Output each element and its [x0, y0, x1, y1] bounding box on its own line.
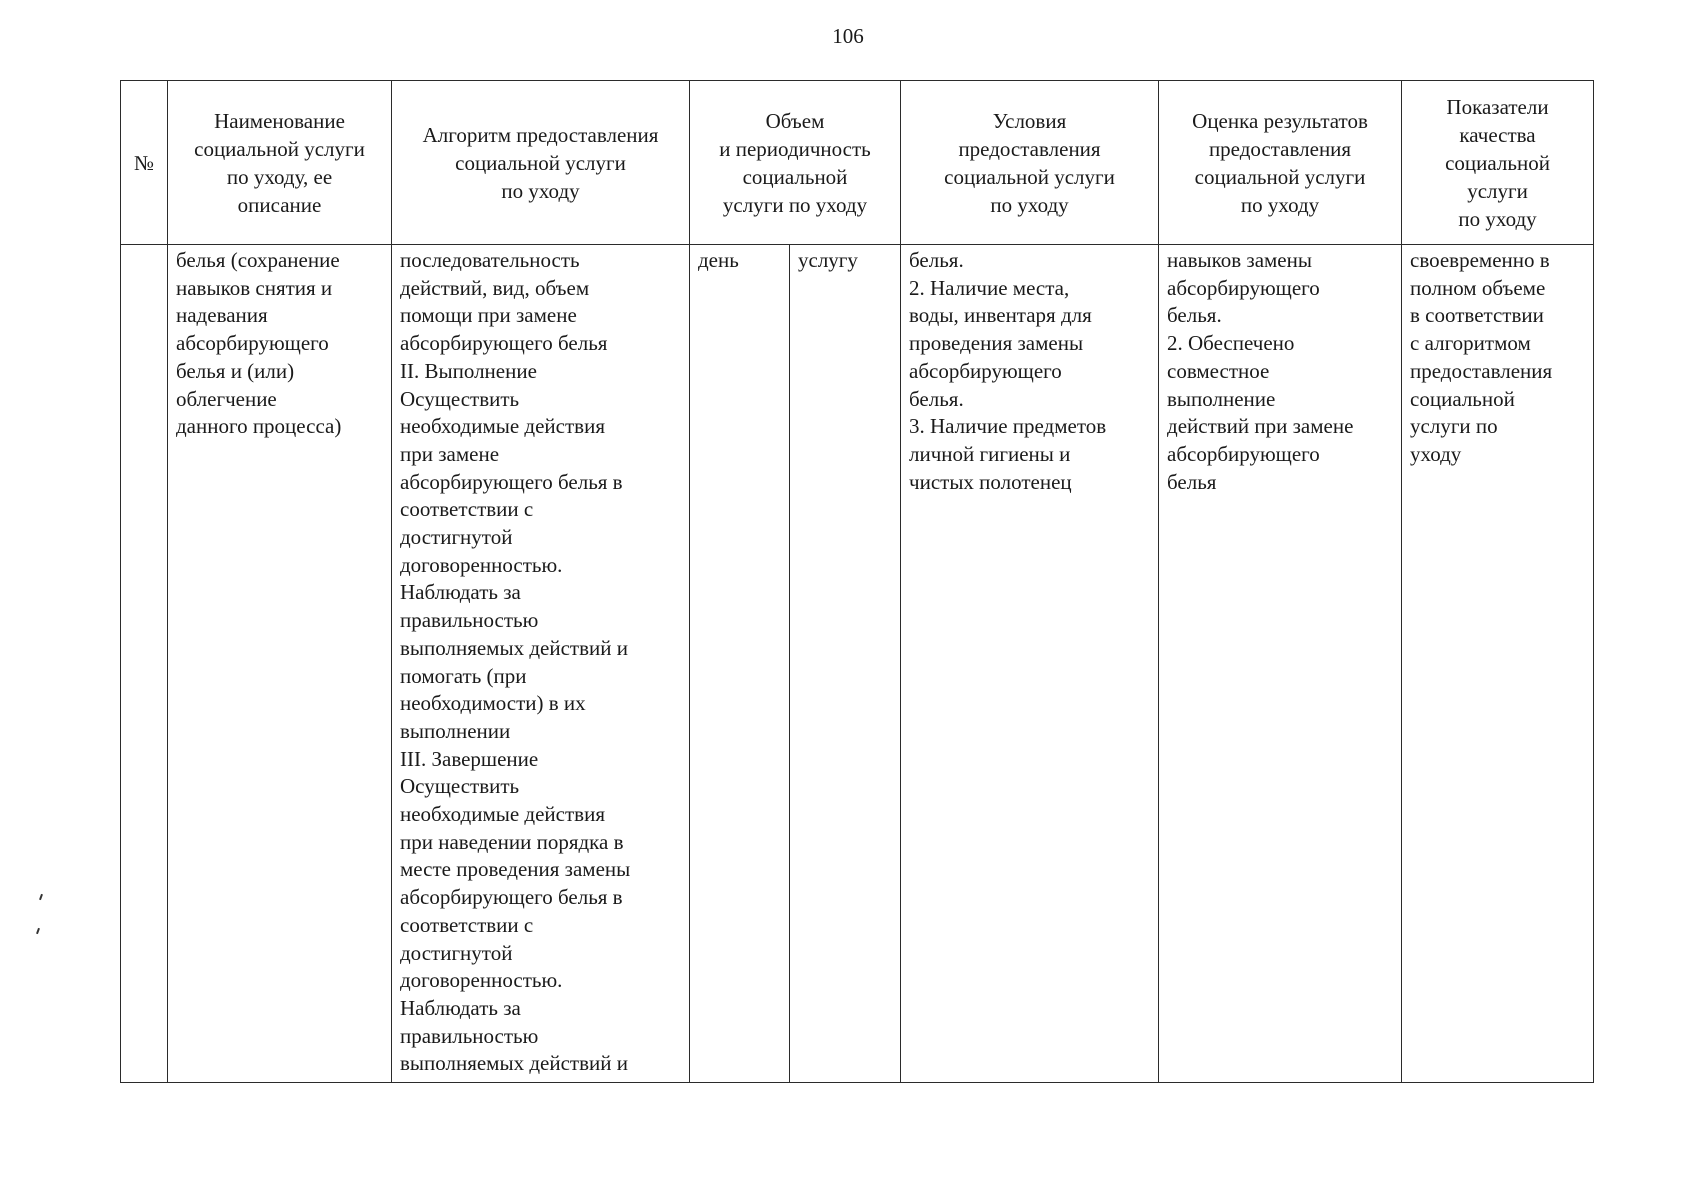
header-conditions: Условия предоставления социальной услуги по уходу: [901, 81, 1159, 245]
cell-volume-right: услугу: [790, 245, 901, 1083]
header-volume: Объем и периодичность социальной услуги по уходу: [690, 81, 901, 245]
services-table: [120, 80, 1594, 1083]
cell-number: [121, 245, 168, 1083]
cell-quality: своевременно в полном объеме в соответствии с алгоритмом предоставления социальной услуги по уходу: [1402, 245, 1594, 1083]
cell-service-name: белья (сохранение навыков снятия и надевания абсорбирующего белья и (или) облегчение данного процесса): [168, 245, 392, 1083]
header-number: №: [121, 81, 168, 245]
header-evaluation: Оценка результатов предоставления социальной услуги по уходу: [1159, 81, 1402, 245]
header-quality: Показатели качества социальной услуги по уходу: [1402, 81, 1594, 245]
scan-speck: [39, 894, 43, 900]
page-number: 106: [832, 24, 864, 48]
cell-algorithm: последовательность действий, вид, объем помощи при замене абсорбирующего белья II. Выполнение Осуществить необходимые действия при замене абсорбирующего белья в соответствии с достигнутой договоренностью. Наблюдать за правильностью выполняемых действий и помогать (при необходимости) в их выполнении III. Завершение Осуществить необходимые действия при наведении порядка в месте проведения замены абсорбирующего белья в соответствии с достигнутой договоренностью. Наблюдать за правильностью выполняемых действий и: [392, 245, 690, 1083]
header-algorithm: Алгоритм предоставления социальной услуги по уходу: [392, 81, 690, 245]
table-header-row: [121, 81, 1594, 245]
cell-conditions: белья. 2. Наличие места, воды, инвентаря для проведения замены абсорбирующего белья. 3. Наличие предметов личной гигиены и чистых полотенец: [901, 245, 1159, 1083]
cell-evaluation: навыков замены абсорбирующего белья. 2. Обеспечено совместное выполнение действий при замене абсорбирующего белья: [1159, 245, 1402, 1083]
scan-speck: [36, 928, 40, 934]
table-row: [121, 245, 1594, 1083]
cell-volume-left: день: [690, 245, 790, 1083]
header-service-name: Наименование социальной услуги по уходу, ее описание: [168, 81, 392, 245]
